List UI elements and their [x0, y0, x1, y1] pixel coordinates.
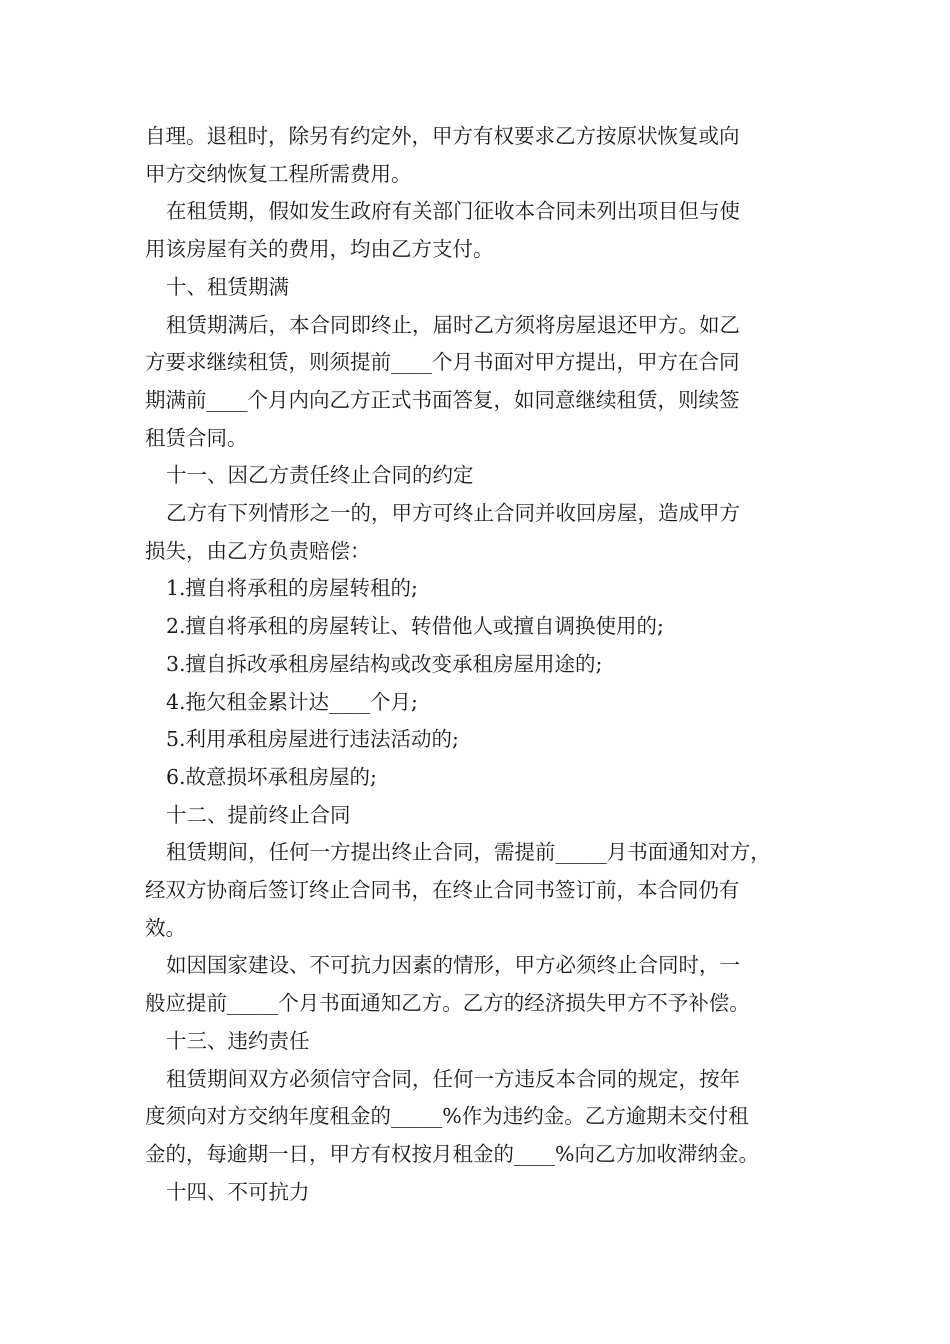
text-line: 甲方交纳恢复工程所需费用。 — [145, 161, 412, 186]
text-line: 如因国家建设、不可抗力因素的情形，甲方必须终止合同时，一 — [166, 953, 740, 978]
text-line: 般应提前_____个月书面通知乙方。乙方的经济损失甲方不予补偿。 — [145, 991, 750, 1016]
text-line: 效。 — [145, 915, 186, 940]
section-heading: 十二、提前终止合同 — [166, 802, 351, 827]
text-line: 租赁期间双方必须信守合同，任何一方违反本合同的规定，按年 — [166, 1066, 740, 1091]
list-item: 4.拖欠租金累计达____个月; — [166, 689, 418, 714]
text-line: 租赁合同。 — [145, 425, 248, 450]
section-heading: 十三、违约责任 — [166, 1028, 310, 1053]
list-item: 3.擅自拆改承租房屋结构或改变承租房屋用途的; — [166, 651, 603, 676]
text-line: 度须向对方交纳年度租金的_____%作为违约金。乙方逾期未交付租 — [145, 1104, 749, 1129]
text-line: 金的，每逾期一日，甲方有权按月租金的____%向乙方加收滞纳金。 — [145, 1141, 759, 1166]
document-body — [145, 118, 835, 1211]
section-heading: 十、租赁期满 — [166, 274, 289, 299]
text-line: 租赁期满后，本合同即终止，届时乙方须将房屋退还甲方。如乙 — [166, 312, 740, 337]
text-line: 期满前____个月内向乙方正式书面答复，如同意继续租赁，则续签 — [145, 387, 740, 412]
text-line: 租赁期间，任何一方提出终止合同，需提前_____月书面通知对方， — [166, 840, 771, 865]
list-item: 5.利用承租房屋进行违法活动的; — [166, 727, 459, 752]
text-line: 损失，由乙方负责赔偿： — [145, 538, 371, 563]
list-item: 1.擅自将承租的房屋转租的; — [166, 576, 418, 601]
text-line: 自理。退租时，除另有约定外，甲方有权要求乙方按原状恢复或向 — [145, 124, 740, 148]
text-line: 方要求继续租赁，则须提前____个月书面对甲方提出，甲方在合同 — [145, 350, 740, 375]
text-line: 乙方有下列情形之一的，甲方可终止合同并收回房屋，造成甲方 — [166, 501, 740, 526]
section-heading: 十四、不可抗力 — [166, 1179, 310, 1204]
text-line: 用该房屋有关的费用，均由乙方支付。 — [145, 237, 494, 262]
list-item: 6.故意损坏承租房屋的; — [166, 764, 377, 789]
text-line: 在租赁期，假如发生政府有关部门征收本合同未列出项目但与使 — [166, 199, 740, 224]
list-item: 2.擅自将承租的房屋转让、转借他人或擅自调换使用的; — [166, 614, 664, 639]
section-heading: 十一、因乙方责任终止合同的约定 — [166, 463, 474, 488]
text-line: 经双方协商后签订终止合同书，在终止合同书签订前，本合同仍有 — [145, 878, 740, 903]
